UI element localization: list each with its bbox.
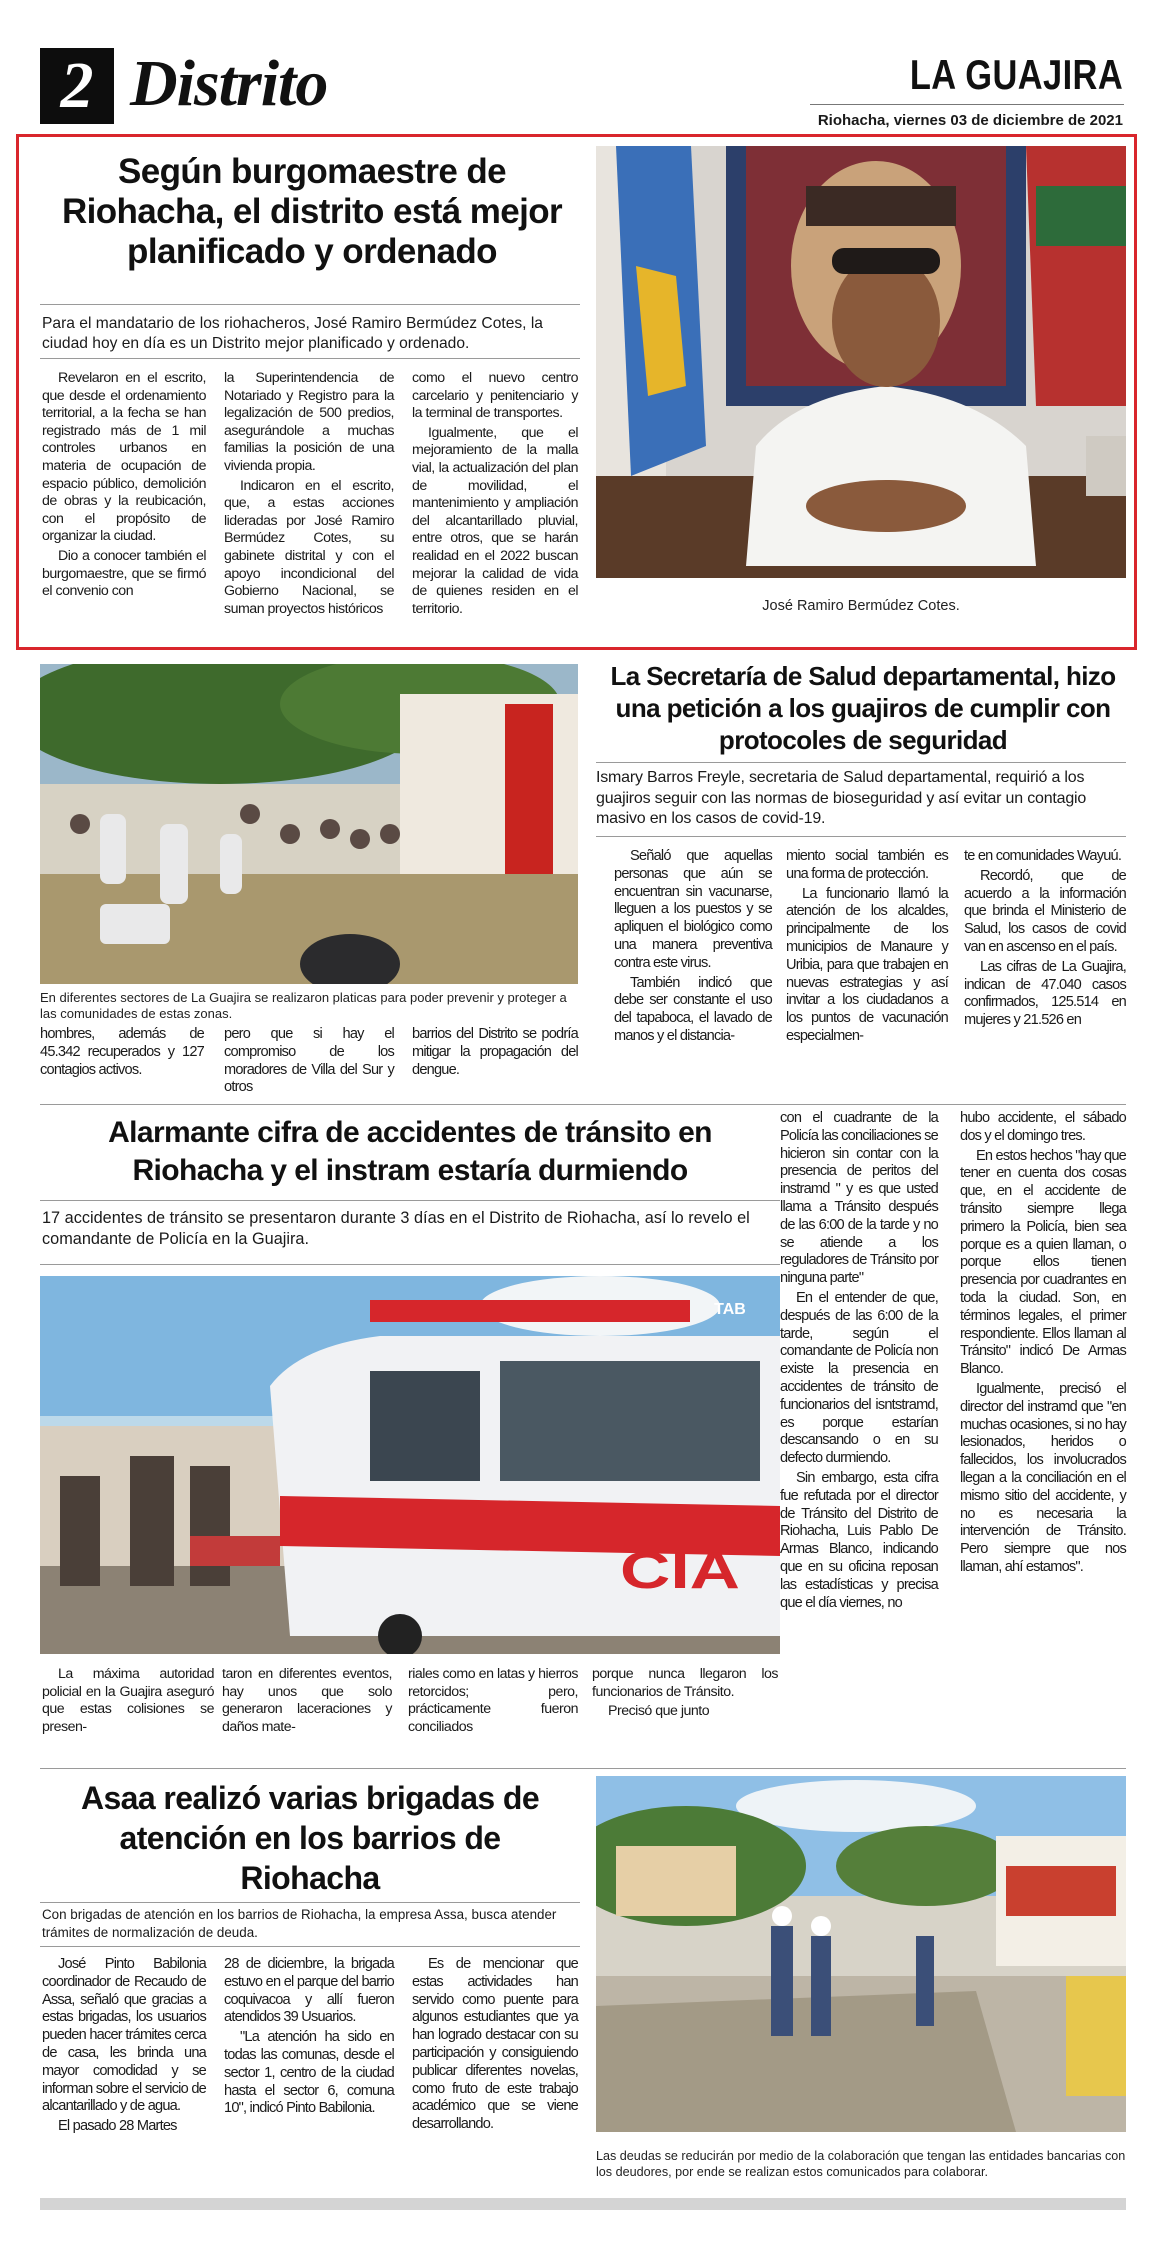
section-divider [40, 1104, 1126, 1105]
article2-lede: Ismary Barros Freyle, secretaria de Salud departamental, requirió a los guajiros seguir con las normas de bioseguridad y así evitar un contagio masivo en los casos de covid-19. [596, 769, 1087, 827]
paragraph: Señaló que aquellas personas que aún se encuentran sin vacunarse, lleguen a los puestos y se apliquen el biológico como una manera preventiva contra este virus. [614, 848, 772, 971]
paragraph: Revelaron en el escrito, que desde el ordenamiento territorial, a la fecha se han registrado más de 1 mil controles urbanos en materia de ocupación de espacio público, demolición de obras y la reubicación, con el propósito de organizar la ciudad. [42, 370, 206, 545]
paragraph: te en comunidades Wayuú. [964, 848, 1122, 864]
paragraph: "La atención ha sido en todas las comunas, desde el sector 1, centro de la ciudad hasta el sector 6, comuna 10", indicó Pinto Babilonia. [224, 2029, 394, 2117]
paragraph: Igualmente, que el mejoramiento de la malla vial, la actualización del plan de movilidad, el mantenimiento y ampliación del alcantarillado pluvial, entre otros, que se harán realidad en el 2022 buscan mejorar la calidad de vida de quienes residen en el territorio. [412, 424, 578, 617]
article2-bottom-column-1: hombres, además de 45.342 recuperados y 127 contagios activos. [40, 1026, 204, 1078]
section-divider-2 [40, 1768, 1126, 1769]
date-line: Riohacha, viernes 03 de diciembre de 2021 [817, 112, 1123, 129]
article2-column-1 [614, 848, 772, 1046]
article2-column-2 [786, 848, 948, 1046]
article4-lede: Con brigadas de atención en los barrios de Riohacha, la empresa Assa, busca atender trámites de normalización de deuda. [42, 1907, 557, 1940]
water-brigade-photo [596, 1776, 1126, 2132]
paragraph: La funcionario llamó la atención de los alcaldes, principalmente de los municipios de Manaure y Uribia, para que trabajen en nuevas estrategias y así invitar a los ciudadanos a los puntos de vacunación especialmen- [786, 885, 948, 1044]
article1-column-3 [412, 370, 578, 618]
ambulance-code-text: TAB [714, 1301, 746, 1318]
paragraph: Precisó que junto [608, 1703, 710, 1720]
article3-lede: 17 accidentes de tránsito se presentaron durante 3 días en el Distrito de Riohacha, así lo revelo el comandante de Policía en la Guajira. [42, 1209, 750, 1248]
paragraph: la Superintendencia de Notariado y Registro para la legalización de 500 predios, asegurándole a muchas familias la posición de una vivienda propia. [224, 370, 394, 474]
paragraph: hubo accidente, el sábado dos y el domingo tres. [960, 1110, 1126, 1144]
article3-headline: Alarmante cifra de accidentes de tránsito en Riohacha y el instram estaría durmiendo [108, 1116, 712, 1187]
section-title: Distrito [130, 47, 328, 120]
paragraph: La máxima autoridad policial en la Guajira aseguró que estas colisiones se presen- [42, 1666, 214, 1735]
article4-column-3 [412, 1956, 578, 2134]
article3-top-rule [40, 1200, 780, 1201]
paragraph: Igualmente, precisó el director del instramd que "en muchas ocasiones, si no hay lesionados, heridos o fallecidos, los involucrados llegan a la conciliación en el mismo sitio del accidente, y no es necesaria la intervención de Tránsito. Pero siempre que nos llaman, ahí estamos". [960, 1380, 1126, 1575]
article1-lede: Para el mandatario de los riohacheros, José Ramiro Bermúdez Cotes, la ciudad hoy en día es un Distrito mejor planificado y ordenado. [42, 315, 543, 352]
paragraph: Las cifras de La Guajira, indican de 47.040 casos confirmados, 125.514 en mujeres y 21.526 en [964, 958, 1126, 1029]
article4-headline: Asaa realizó varias brigadas de atención en los barrios de Riohacha [80, 1780, 540, 1896]
svg-text:CIA: CIA [620, 1542, 740, 1600]
paragraph: porque nunca llegaron los funcionarios de Tránsito. [592, 1666, 778, 1700]
article3-right-column-2 [960, 1110, 1126, 1577]
article1-column-2 [224, 370, 394, 618]
article3-bottom-column-1 [42, 1666, 214, 1736]
paragraph: como el nuevo centro carcelario y penitenciario y la terminal de transportes. [412, 370, 578, 422]
article1-lede-rule [40, 358, 580, 359]
paragraph: También indicó que debe ser constante el uso del tapaboca, el lavado de manos y el distancia- [614, 974, 772, 1044]
article1-column-1 [42, 370, 206, 601]
paragraph: José Pinto Babilonia coordinador de Recaudo de Assa, señaló que gracias a estas brigadas, los usuarios pueden hacer trámites cerca de casa, les brinda una mayor comodidad y se informan sobre el servicio de alcantarillado y de agua. [42, 1956, 206, 2115]
mayor-portrait-photo [596, 146, 1126, 578]
paragraph: Sin embargo, esta cifra fue refutada por el director de Tránsito del Distrito de Riohacha, Luis Pablo De Armas Blanco, indicando que en su oficina reposan las estadísticas y precisa que el día viernes, no [780, 1469, 938, 1611]
paragraph: taron en diferentes eventos, hay unos que solo generaron laceraciones y daños mate- [222, 1666, 392, 1735]
health-talk-photo [40, 664, 578, 984]
article3-right-column-1 [780, 1110, 938, 1612]
article2-photo-caption: En diferentes sectores de La Guajira se realizaron platicas para poder prevenir y proteger a las comunidades de estas zonas. [40, 990, 567, 1021]
article1-top-rule [40, 304, 580, 305]
article3-bottom-column-2 [222, 1666, 392, 1736]
article2-bottom-column-3: barrios del Distrito se podría mitigar la propagación del dengue. [412, 1026, 578, 1078]
paragraph: El pasado 28 Martes [58, 2118, 177, 2135]
paragraph: En el entender de que, después de las 6:00 de la tarde, según el comandante de Policía non existe la presencia en accidentes de tránsito de funcionarios del isntstramd, es porque estarían descansando o en su defecto durmiendo. [780, 1289, 938, 1467]
paragraph: 28 de diciembre, la brigada estuvo en el parque del barrio coquivacoa y allí fueron atendidos 39 Usuarios. [224, 1956, 394, 2026]
paragraph: con el cuadrante de la Policía las conciliaciones se hicieron sin contar con la presencia de peritos del instramd " y es que usted llama a Tránsito después de las 6:00 de la tarde y no se atiende a los reguladores de Tránsito por ninguna parte" [780, 1110, 938, 1287]
article1-photo-caption: José Ramiro Bermúdez Cotes. [762, 598, 960, 614]
page-number: 2 [60, 49, 94, 122]
paragraph: Es de mencionar que estas actividades han servido como puente para algunos estudiantes que ya han logrado destacar con su participación y consiguiendo publicar diferentes novelas, como fruto de este trabajo académico que se viene desarrollando. [412, 1956, 578, 2133]
paragraph: En estos hechos "hay que tener en cuenta dos cosas que, en el accidente de tránsito siempre llega primero la Policía, bien sea porque es a quien llaman, o porque ellos tienen presencia por cuadrantes en toda la ciudad. Son, en términos legales, el primer respondiente. Ellos llaman al Tránsito" indicó De Armas Blanco. [960, 1147, 1126, 1378]
article2-lede-rule [596, 836, 1126, 837]
footer-bar [40, 2198, 1126, 2210]
article3-lede-rule [40, 1264, 780, 1265]
article4-lede-rule [40, 1946, 580, 1947]
article3-bottom-column-3 [408, 1666, 578, 1736]
header-rule [810, 104, 1124, 105]
traffic-accident-photo [40, 1276, 780, 1654]
masthead-logo: LA GUAJIRA [909, 51, 1123, 98]
article2-top-rule [596, 762, 1126, 763]
article2-column-3 [964, 848, 1126, 1030]
article1-headline: Según burgomaestre de Riohacha, el distrito está mejor planificado y ordenado [61, 152, 563, 271]
paragraph: riales como en latas y hierros retorcidos; pero, prácticamente fueron conciliados [408, 1666, 578, 1735]
article4-column-1 [42, 1956, 206, 2136]
article2-headline: La Secretaría de Salud departamental, hizo una petición a los guajiros de cumplir con protocoles de seguridad [610, 661, 1116, 755]
article4-photo-caption: Las deudas se reducirán por medio de la colaboración que tengan las entidades bancarias con los deudores, por ende se realizan estos comunicados para colaborar. [596, 2149, 1126, 2179]
paragraph: Dio a conocer también el burgomaestre, que se firmó el convenio con [42, 547, 206, 600]
article2-bottom-column-2: pero que si hay el compromiso de los moradores de Villa del Sur y otros [224, 1026, 394, 1096]
paragraph: miento social también es una forma de protección. [786, 848, 948, 882]
paragraph: Indicaron en el escrito, que, a estas acciones lideradas por José Ramiro Bermúdez Cotes, su gabinete distrital y con el apoyo incondicional del Gobierno Nacional, se suman proyectos históricos [224, 477, 394, 617]
article4-top-rule [40, 1902, 580, 1903]
article3-bottom-column-4 [592, 1666, 778, 1721]
article4-column-2 [224, 1956, 394, 2118]
paragraph: Recordó, que de acuerdo a la información que brinda el Ministerio de Salud, los casos de covid van en ascenso en el país. [964, 867, 1126, 955]
page-number-box [40, 48, 114, 124]
